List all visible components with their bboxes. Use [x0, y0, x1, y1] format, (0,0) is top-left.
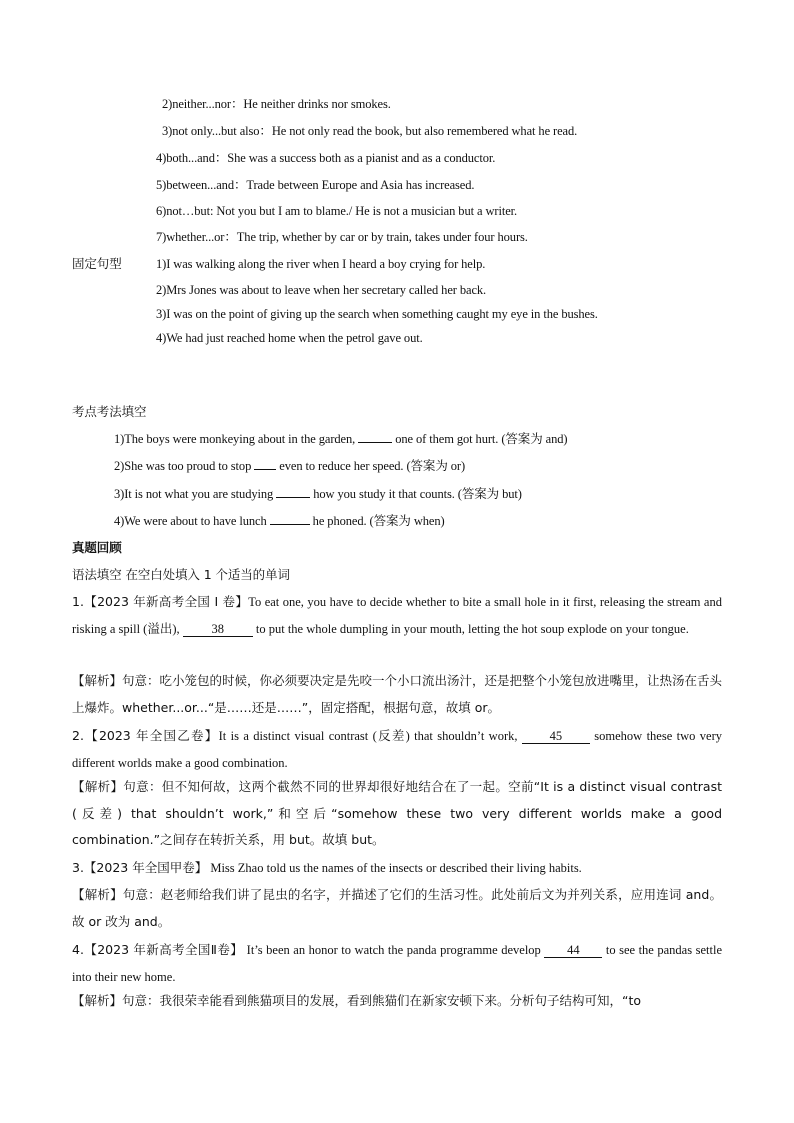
- analysis-1: 【解析】句意：吃小笼包的时候，你必须要决定是先咬一个小口流出汤汁，还是把整个小笼包放进嘴里，让热汤在舌头上爆炸。whether...or...“是……还是……”，固定搭配，根据句意，故填 or。: [72, 673, 723, 715]
- exam-item-4: 4)We were about to have lunch he phoned. (答案为 when): [114, 514, 445, 528]
- question-4: 4.【2023 年新高考全国Ⅱ卷】 It’s been an honor to watch the panda programme develop 44 to see the pandas settle into their new home.: [72, 942, 722, 984]
- answer-blank: [276, 497, 310, 498]
- analysis-2: 【解析】句意：但不知何故，这两个截然不同的世界却很好地结合在了一起。空前“It is a distinct visual contrast (反差) that shouldn’t work,”和空后“somehow these two very different worlds make a good combination.”之间存在转折关系，用 but。故填 but。: [72, 779, 722, 847]
- connective-item-6: 6)not…but: Not you but I am to blame./ He is not a musician but a writer.: [156, 204, 518, 218]
- question-3: 3.【2023 年全国甲卷】 Miss Zhao told us the names of the insects or described their living habits.: [72, 860, 582, 875]
- fixed-patterns-label: 固定句型: [72, 256, 122, 271]
- question-2: 2.【2023 年全国乙卷】It is a distinct visual contrast (反差) that shouldn’t work, 45 somehow these two very different worlds make a good combination.: [72, 728, 722, 770]
- connective-item-3: 3)not only...but also：He not only read the book, but also remembered what he read.: [162, 124, 578, 138]
- connective-item-7: 7)whether...or：The trip, whether by car or by train, takes under four hours.: [156, 230, 528, 244]
- review-heading: 真题回顾: [72, 540, 122, 555]
- answer-blank: [358, 442, 392, 443]
- answer-blank: 44: [544, 943, 602, 958]
- review-subheading: 语法填空 在空白处填入 1 个适当的单词: [72, 567, 290, 582]
- connective-item-5: 5)between...and：Trade between Europe and Asia has increased.: [156, 178, 475, 192]
- analysis-4: 【解析】句意：我很荣幸能看到熊猫项目的发展，看到熊猫们在新家安顿下来。分析句子结构可知，“to: [72, 993, 642, 1008]
- answer-blank: 45: [522, 729, 590, 744]
- fixed-pattern-3: 3)I was on the point of giving up the search when something caught my eye in the bushes.: [156, 307, 598, 321]
- fixed-pattern-4: 4)We had just reached home when the petrol gave out.: [156, 331, 423, 345]
- exam-item-3: 3)It is not what you are studying how you study it that counts. (答案为 but): [114, 487, 522, 501]
- answer-blank: [254, 469, 276, 470]
- exam-heading: 考点考法填空: [72, 404, 147, 419]
- fixed-pattern-2: 2)Mrs Jones was about to leave when her secretary called her back.: [156, 283, 487, 297]
- question-1: 1.【2023 年新高考全国 I 卷】To eat one, you have to decide whether to bite a small hole in it first, releasing the stream and risking a spill (溢出), 38 to put the whole dumpling in your mouth, letting the hot soup explode on your tongue.: [72, 594, 722, 636]
- connective-item-4: 4)both...and：She was a success both as a pianist and as a conductor.: [156, 151, 496, 165]
- answer-blank: [270, 524, 310, 525]
- connective-item-2: 2)neither...nor：He neither drinks nor smokes.: [162, 97, 391, 111]
- fixed-pattern-1: 1)I was walking along the river when I heard a boy crying for help.: [156, 257, 486, 271]
- exam-item-2: 2)She was too proud to stop even to reduce her speed. (答案为 or): [114, 459, 466, 473]
- answer-blank: 38: [183, 622, 253, 637]
- exam-item-1: 1)The boys were monkeying about in the garden, one of them got hurt. (答案为 and): [114, 432, 568, 446]
- analysis-3: 【解析】句意：赵老师给我们讲了昆虫的名字，并描述了它们的生活习性。此处前后文为并列关系，应用连词 and。故 or 改为 and。: [72, 887, 722, 929]
